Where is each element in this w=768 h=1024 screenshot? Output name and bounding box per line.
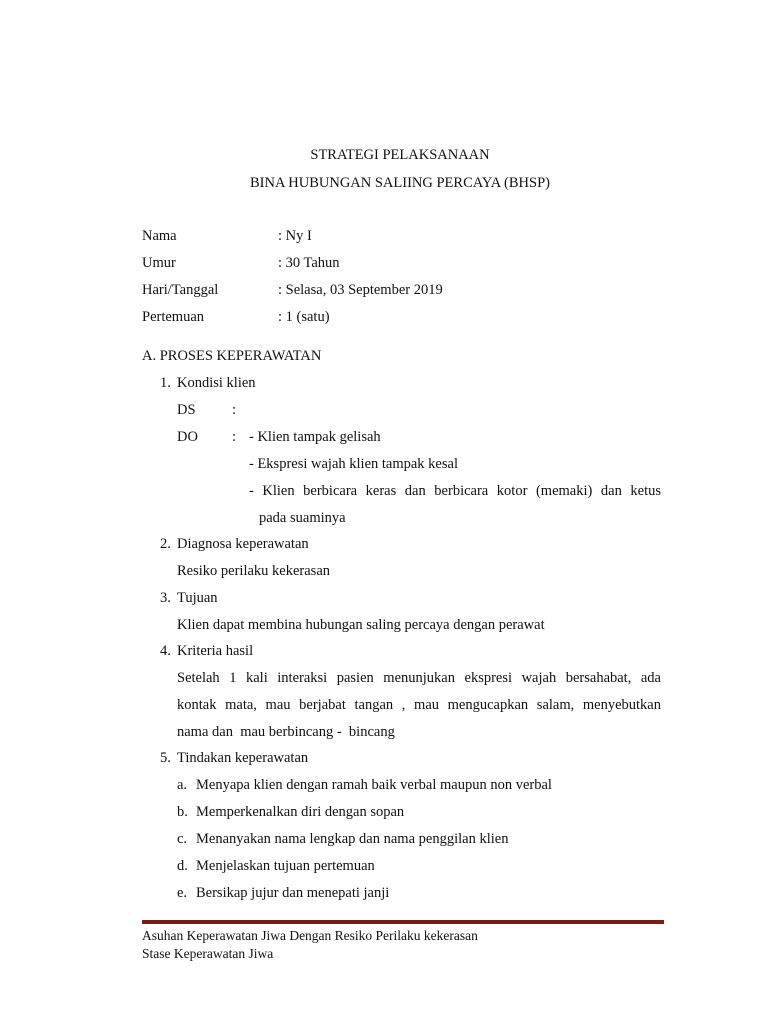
subitem-c-text: Menanyakan nama lengkap dan nama penggilan klien (196, 831, 509, 847)
footer-divider (142, 920, 664, 924)
item4-title: Kriteria hasil (177, 643, 254, 659)
item5-number: 5. (160, 750, 171, 766)
identity-label-nama: Nama (142, 228, 177, 244)
identity-value-pertemuan: : 1 (satu) (278, 309, 330, 325)
footer-line-1: Asuhan Keperawatan Jiwa Dengan Resiko Perilaku kekerasan (142, 928, 478, 943)
title-line-2: BINA HUBUNGAN SALIING PERCAYA (BHSP) (250, 175, 550, 191)
subitem-a-text: Menyapa klien dengan ramah baik verbal maupun non verbal (196, 777, 552, 793)
item3-title: Tujuan (177, 590, 218, 606)
subitem-b-text: Memperkenalkan diri dengan sopan (196, 804, 405, 820)
identity-label-umur: Umur (142, 255, 176, 271)
item4-line-3: nama dan mau berbincang - bincang (177, 724, 395, 740)
section-a-heading: A. PROSES KEPERAWATAN (142, 348, 322, 364)
ds-label: DS (177, 402, 196, 418)
item4-line-1: Setelah 1 kali interaksi pasien menunjukan ekspresi wajah bersahabat, ada (177, 670, 661, 686)
subitem-b-letter: b. (177, 804, 188, 820)
do-colon: : (232, 429, 237, 445)
item2-title: Diagnosa keperawatan (177, 536, 309, 552)
do-item-1: - Klien tampak gelisah (249, 429, 381, 445)
subitem-e-text: Bersikap jujur dan menepati janji (196, 885, 390, 901)
ds-colon: : (232, 402, 237, 418)
identity-label-tanggal: Hari/Tanggal (142, 282, 219, 298)
item3-text: Klien dapat membina hubungan saling percaya dengan perawat (177, 617, 545, 633)
identity-label-pertemuan: Pertemuan (142, 309, 205, 325)
item1-title: Kondisi klien (177, 375, 256, 391)
identity-value-tanggal: : Selasa, 03 September 2019 (278, 282, 443, 298)
subitem-a-letter: a. (177, 777, 188, 793)
subitem-d-letter: d. (177, 858, 188, 874)
do-label: DO (177, 429, 198, 445)
do-item-3: - Klien berbicara keras dan berbicara kotor (memaki) dan ketus (249, 483, 661, 499)
item5-title: Tindakan keperawatan (177, 750, 309, 766)
item1-number: 1. (160, 375, 171, 391)
item3-number: 3. (160, 590, 171, 606)
subitem-d-text: Menjelaskan tujuan pertemuan (196, 858, 375, 874)
identity-value-umur: : 30 Tahun (278, 255, 340, 271)
identity-value-nama: : Ny I (278, 228, 312, 244)
do-item-2: - Ekspresi wajah klien tampak kesal (249, 456, 458, 472)
do-item-3-continued: pada suaminya (259, 510, 346, 526)
item4-number: 4. (160, 643, 171, 659)
subitem-e-letter: e. (177, 885, 188, 901)
footer-line-2: Stase Keperawatan Jiwa (142, 946, 274, 961)
item2-text: Resiko perilaku kekerasan (177, 563, 331, 579)
subitem-c-letter: c. (177, 831, 188, 847)
item4-line-2: kontak mata, mau berjabat tangan , mau mengucapkan salam, menyebutkan (177, 697, 661, 713)
item2-number: 2. (160, 536, 171, 552)
title-line-1: STRATEGI PELAKSANAAN (310, 147, 490, 163)
